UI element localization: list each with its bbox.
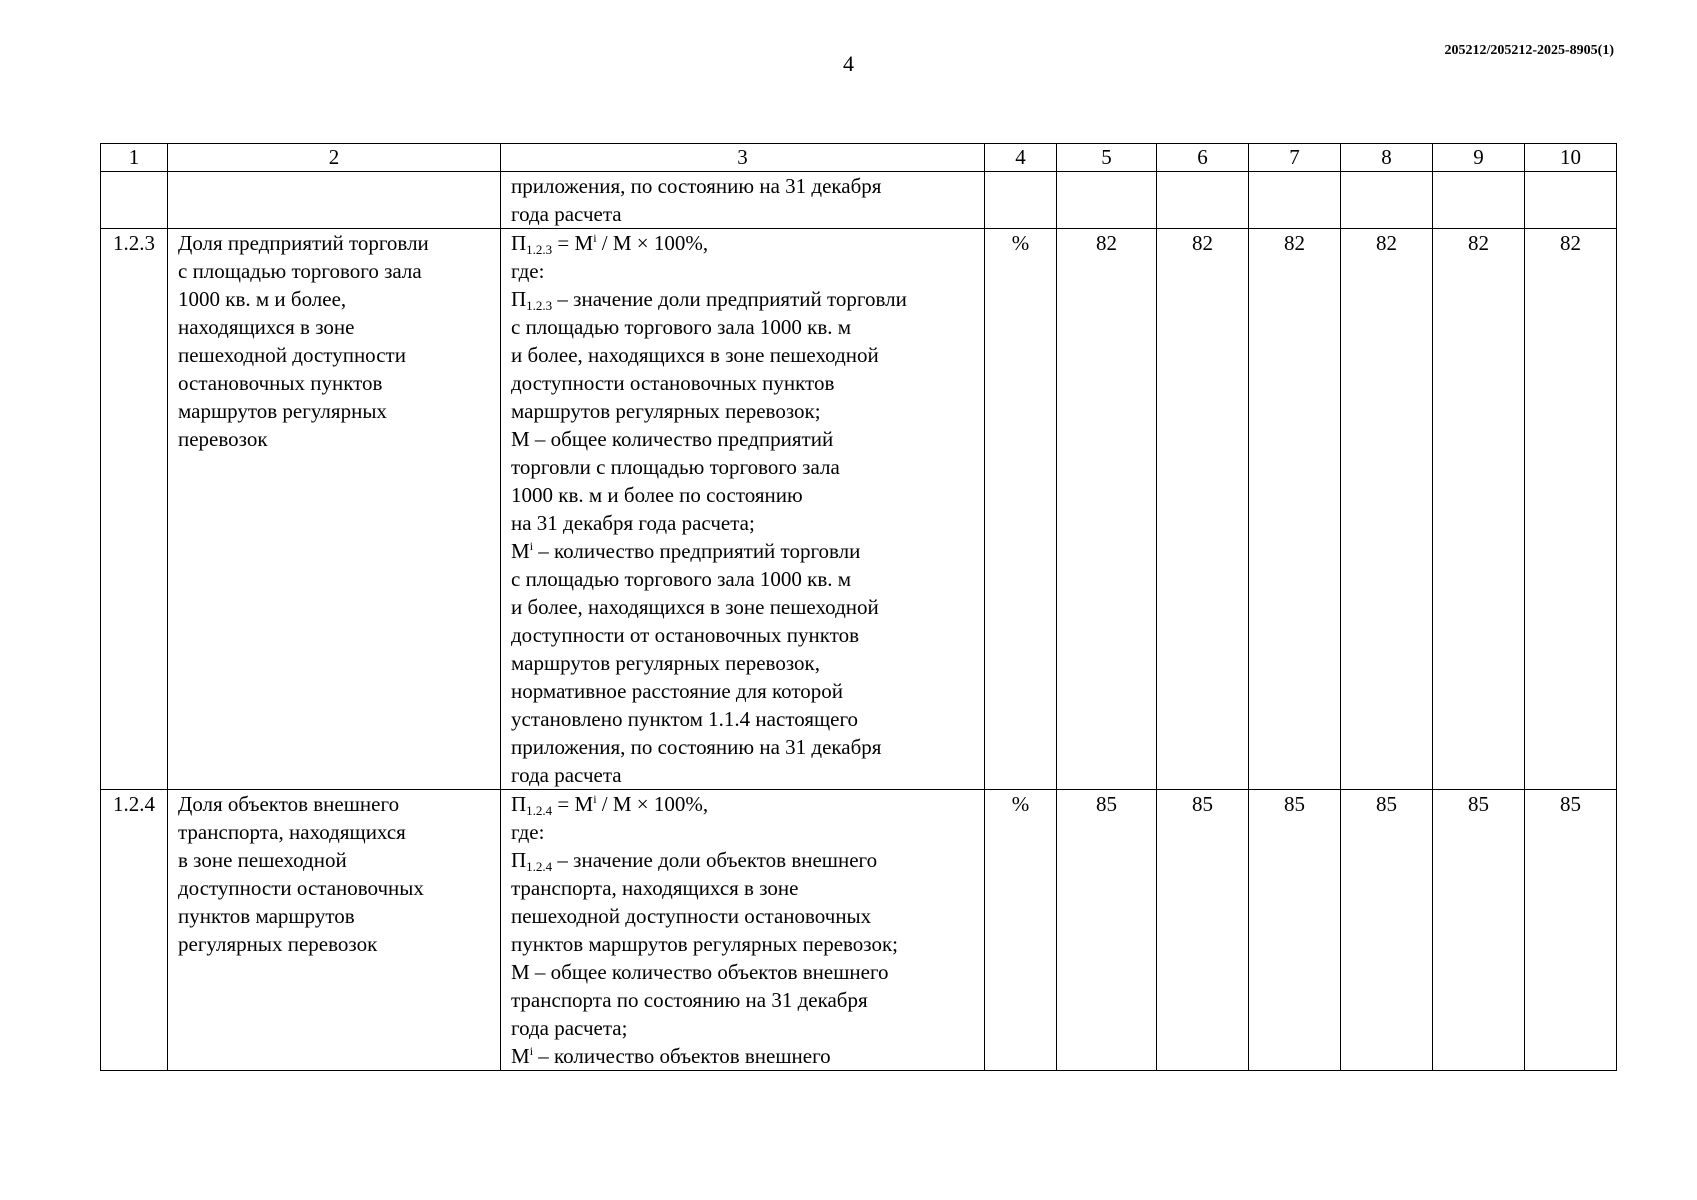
text-line: приложения, по состоянию на 31 декабря [511, 735, 882, 759]
formula-symbol: П [511, 287, 527, 311]
value-cell [1057, 172, 1157, 229]
formula-subscript: 1.2.3 [526, 242, 553, 257]
indicator-name-cell [168, 790, 501, 1071]
text-line: маршрутов регулярных перевозок, [511, 651, 820, 675]
text-line: доступности от остановочных пунктов [511, 623, 860, 647]
formula-superscript: i [593, 792, 597, 806]
calculation-method-cell [501, 790, 985, 1071]
text-line: транспорта, находящихся в зоне [511, 876, 799, 900]
where-line: где: [511, 259, 545, 283]
text-line: в зоне пешеходной [178, 848, 347, 872]
calculation-method-cell [501, 229, 985, 790]
column-header: 9 [1433, 144, 1525, 172]
column-header: 1 [101, 144, 168, 172]
formula-equals: = М [552, 231, 594, 255]
text-line: пешеходной доступности [178, 343, 406, 367]
text-line: Доля объектов внешнего [178, 792, 400, 816]
method-cell [501, 172, 985, 229]
column-header: 4 [985, 144, 1057, 172]
definition-text: – количество предприятий торговли [533, 539, 861, 563]
text-line: и более, находящихся в зоне пешеходной [511, 343, 879, 367]
indicator-name-cell [168, 229, 501, 790]
text-line: транспорта по состоянию на 31 декабря [511, 988, 868, 1012]
unit-cell: % [985, 229, 1057, 790]
formula-symbol: М [511, 539, 530, 563]
text-line: маршрутов регулярных [178, 399, 387, 423]
text-line: М – общее количество предприятий [511, 427, 834, 451]
formula-rest: / М × 100%, [596, 231, 709, 255]
value-cell [1157, 172, 1249, 229]
column-number-row [101, 144, 1617, 172]
code-cell [101, 172, 168, 229]
value-cell: 82 [1249, 229, 1341, 790]
text-line: 1000 кв. м и более по состоянию [511, 483, 803, 507]
text-line: Доля предприятий торговли [178, 231, 429, 255]
formula-equals: = М [552, 792, 594, 816]
value-cell: 85 [1157, 790, 1249, 1071]
text-line: с площадью торгового зала 1000 кв. м [511, 315, 852, 339]
text-line: года расчета [511, 763, 622, 787]
formula-superscript: i [529, 539, 534, 553]
value-cell: 82 [1341, 229, 1433, 790]
formula-symbol: М [511, 1044, 530, 1068]
text-line: регулярных перевозок [178, 932, 378, 956]
value-cell: 85 [1525, 790, 1617, 1071]
formula-rest: / М × 100%, [596, 792, 709, 816]
value-cell [1249, 172, 1341, 229]
text-line: на 31 декабря года расчета; [511, 511, 755, 535]
formula-subscript: 1.2.3 [526, 298, 553, 313]
text-line: и более, находящихся в зоне пешеходной [511, 595, 879, 619]
value-cell: 85 [1249, 790, 1341, 1071]
page-number: 4 [843, 51, 854, 76]
column-header: 3 [501, 144, 985, 172]
definition-line [511, 846, 974, 874]
text-line: пунктов маршрутов регулярных перевозок; [511, 932, 899, 956]
column-header: 8 [1341, 144, 1433, 172]
text-line: пунктов маршрутов [178, 904, 355, 928]
text-line: находящихся в зоне [178, 315, 355, 339]
name-cell [168, 172, 501, 229]
formula-line [511, 229, 974, 257]
table-row [101, 229, 1617, 790]
definition-line [511, 285, 974, 313]
text-line: остановочных пунктов [178, 371, 383, 395]
where-line: где: [511, 820, 545, 844]
text-line: транспорта, находящихся [178, 820, 406, 844]
value-cell: 82 [1157, 229, 1249, 790]
text-line: пешеходной доступности остановочных [511, 904, 872, 928]
column-header: 2 [168, 144, 501, 172]
text-line: нормативное расстояние для которой [511, 679, 843, 703]
unit-cell: % [985, 790, 1057, 1071]
value-cell: 82 [1433, 229, 1525, 790]
value-cell [1525, 172, 1617, 229]
formula-line [511, 790, 974, 818]
column-header: 7 [1249, 144, 1341, 172]
text-line: года расчета [511, 202, 622, 226]
text-line: приложения, по состоянию на 31 декабря [511, 174, 882, 198]
formula-subscript: 1.2.4 [526, 859, 553, 874]
formula-symbol: П [511, 848, 527, 872]
formula-subscript: 1.2.4 [526, 803, 553, 818]
text-line: установлено пунктом 1.1.4 настоящего [511, 707, 859, 731]
definition-text: – количество объектов внешнего [533, 1044, 831, 1068]
text-line: перевозок [178, 427, 268, 451]
indicator-code-cell: 1.2.4 [101, 790, 168, 1071]
text-line: с площадью торгового зала 1000 кв. м [511, 567, 852, 591]
column-header: 6 [1157, 144, 1249, 172]
text-line: доступности остановочных пунктов [511, 371, 835, 395]
text-line: 1000 кв. м и более, [178, 287, 347, 311]
value-cell: 82 [1057, 229, 1157, 790]
text-line: маршрутов регулярных перевозок; [511, 399, 821, 423]
value-cell: 85 [1057, 790, 1157, 1071]
formula-symbol: П [511, 792, 527, 816]
unit-cell [985, 172, 1057, 229]
value-cell: 85 [1341, 790, 1433, 1071]
table-row [101, 790, 1617, 1071]
formula-superscript: i [593, 231, 597, 245]
definition-line [511, 537, 974, 565]
indicator-code-cell: 1.2.3 [101, 229, 168, 790]
text-line: торговли с площадью торгового зала [511, 455, 840, 479]
formula-symbol: П [511, 231, 527, 255]
value-cell [1341, 172, 1433, 229]
column-header: 5 [1057, 144, 1157, 172]
text-line: года расчета; [511, 1016, 628, 1040]
column-header: 10 [1525, 144, 1617, 172]
definition-line [511, 1042, 974, 1070]
document-code: 205212/205212-2025-8905(1) [1444, 43, 1614, 58]
indicators-table [100, 143, 1617, 1071]
text-line: доступности остановочных [178, 876, 424, 900]
continuation-row [101, 172, 1617, 229]
formula-superscript: i [529, 1044, 534, 1058]
definition-text: – значение доли предприятий торговли [552, 287, 907, 311]
value-cell: 85 [1433, 790, 1525, 1071]
value-cell [1433, 172, 1525, 229]
text-line: с площадью торгового зала [178, 259, 422, 283]
value-cell: 82 [1525, 229, 1617, 790]
definition-text: – значение доли объектов внешнего [552, 848, 878, 872]
text-line: М – общее количество объектов внешнего [511, 960, 889, 984]
